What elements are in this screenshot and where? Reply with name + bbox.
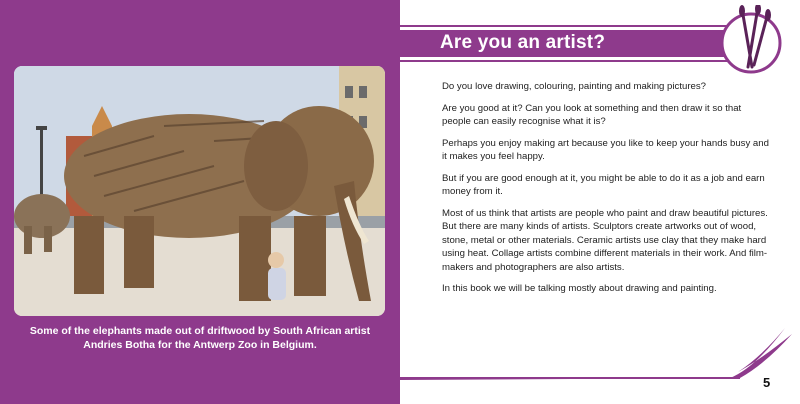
caption-line-2: Andries Botha for the Antwerp Zoo in Belgium. xyxy=(83,339,317,351)
page-number: 5 xyxy=(763,375,771,390)
photo-caption xyxy=(20,324,380,352)
paintbrushes-icon xyxy=(718,5,784,80)
decorative-swoosh xyxy=(400,320,800,380)
paragraph-1: Do you love drawing, colouring, painting and making pictures? xyxy=(442,81,706,92)
title-rule-bottom xyxy=(400,60,730,62)
elephant-sculpture-photo xyxy=(14,66,385,316)
title-rule-top xyxy=(400,25,730,27)
paragraph-4: But if you are good enough at it, you might be able to do it as a job and earn money from it. xyxy=(442,172,765,197)
paragraph-6: In this book we will be talking mostly about drawing and painting. xyxy=(442,283,717,294)
right-page xyxy=(400,0,800,404)
page-title: Are you an artist? xyxy=(440,32,606,53)
caption-line-1: Some of the elephants made out of driftwood by South African artist xyxy=(29,325,371,337)
paragraph-2: Are you good at it? Can you look at something and then draw it so that people can easily recognise what it is? xyxy=(442,102,742,127)
elephant-photo-illustration xyxy=(14,66,385,316)
paragraph-3: Perhaps you enjoy making art because you like to keep your hands busy and it makes you feel happy. xyxy=(442,137,769,162)
body-text xyxy=(442,80,772,304)
paragraph-5: Most of us think that artists are people who paint and draw beautiful pictures. But there are many kinds of artists. Sculptors create artworks out of wood, stone, metal or other materials. Ceramic artists use clay that they make hard using heat. Collage artists combine different materials in their work. And film-makers and photographers are also artists. xyxy=(442,207,768,273)
